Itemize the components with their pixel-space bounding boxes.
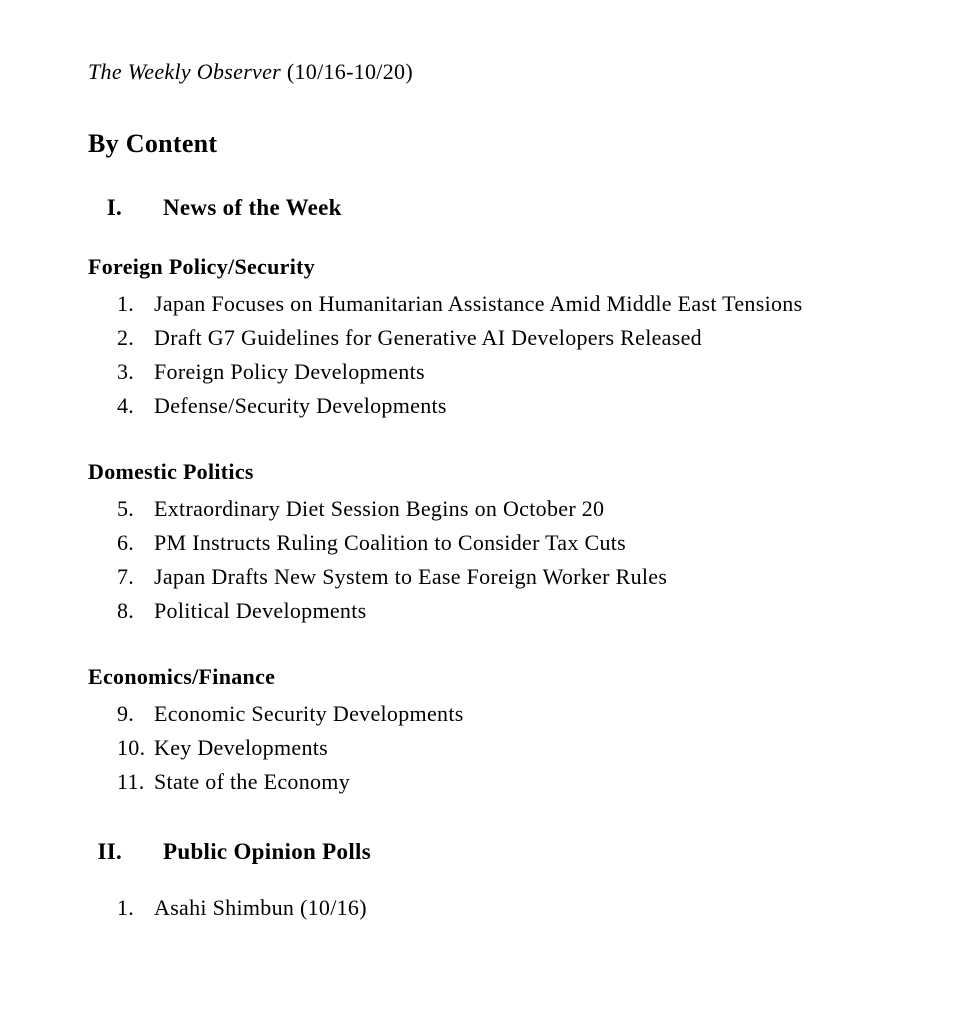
item-text: PM Instructs Ruling Coalition to Consider Tax Cuts [154,530,627,555]
toc-item [117,891,898,925]
toc-item [117,355,898,389]
item-text: Defense/Security Developments [154,393,447,418]
item-number: 1. [117,895,135,920]
date-range: (10/16-10/20) [281,59,413,84]
toc-item [117,287,898,321]
group-heading-domestic-politics: Domestic Politics [88,459,254,484]
section-heading-news-of-the-week [88,193,898,223]
toc-heading: By Content [88,129,218,158]
item-number: 9. [117,701,135,726]
toc-list-public-opinion-polls [88,891,898,925]
section-title: Public Opinion Polls [163,839,371,864]
toc-list-domestic-politics [88,492,898,628]
section-heading-public-opinion-polls [88,837,898,867]
section-numeral: I. [106,195,122,220]
item-text: Foreign Policy Developments [154,359,425,384]
section-numeral: II. [97,839,122,864]
item-text: Key Developments [154,735,329,760]
toc-item [117,594,898,628]
item-text: Political Developments [154,598,367,623]
item-number: 7. [117,564,135,589]
item-number: 8. [117,598,135,623]
publication-name: The Weekly Observer [88,59,282,84]
document-title [88,58,898,86]
item-text: Draft G7 Guidelines for Generative AI Developers Released [154,325,702,350]
toc-list-foreign-policy-security [88,287,898,423]
toc-item [117,697,898,731]
item-number: 10. [117,735,146,760]
group-heading-foreign-policy-security: Foreign Policy/Security [88,254,316,279]
item-text: Extraordinary Diet Session Begins on October 20 [154,496,605,521]
toc-item [117,731,898,765]
item-text: Economic Security Developments [154,701,464,726]
item-number: 4. [117,393,135,418]
item-text: Japan Focuses on Humanitarian Assistance Amid Middle East Tensions [154,291,803,316]
toc-list-economics-finance [88,697,898,799]
item-number: 11. [117,769,145,794]
toc-item [117,560,898,594]
group-heading-economics-finance: Economics/Finance [88,664,276,689]
item-number: 1. [117,291,135,316]
toc-item [117,526,898,560]
item-number: 5. [117,496,135,521]
toc-item [117,389,898,423]
item-number: 2. [117,325,135,350]
toc-item [117,321,898,355]
item-number: 3. [117,359,135,384]
toc-item [117,492,898,526]
item-text: Asahi Shimbun (10/16) [154,895,367,920]
toc-item [117,765,898,799]
section-title: News of the Week [163,195,342,220]
item-number: 6. [117,530,135,555]
item-text: Japan Drafts New System to Ease Foreign Worker Rules [154,564,668,589]
item-text: State of the Economy [154,769,351,794]
